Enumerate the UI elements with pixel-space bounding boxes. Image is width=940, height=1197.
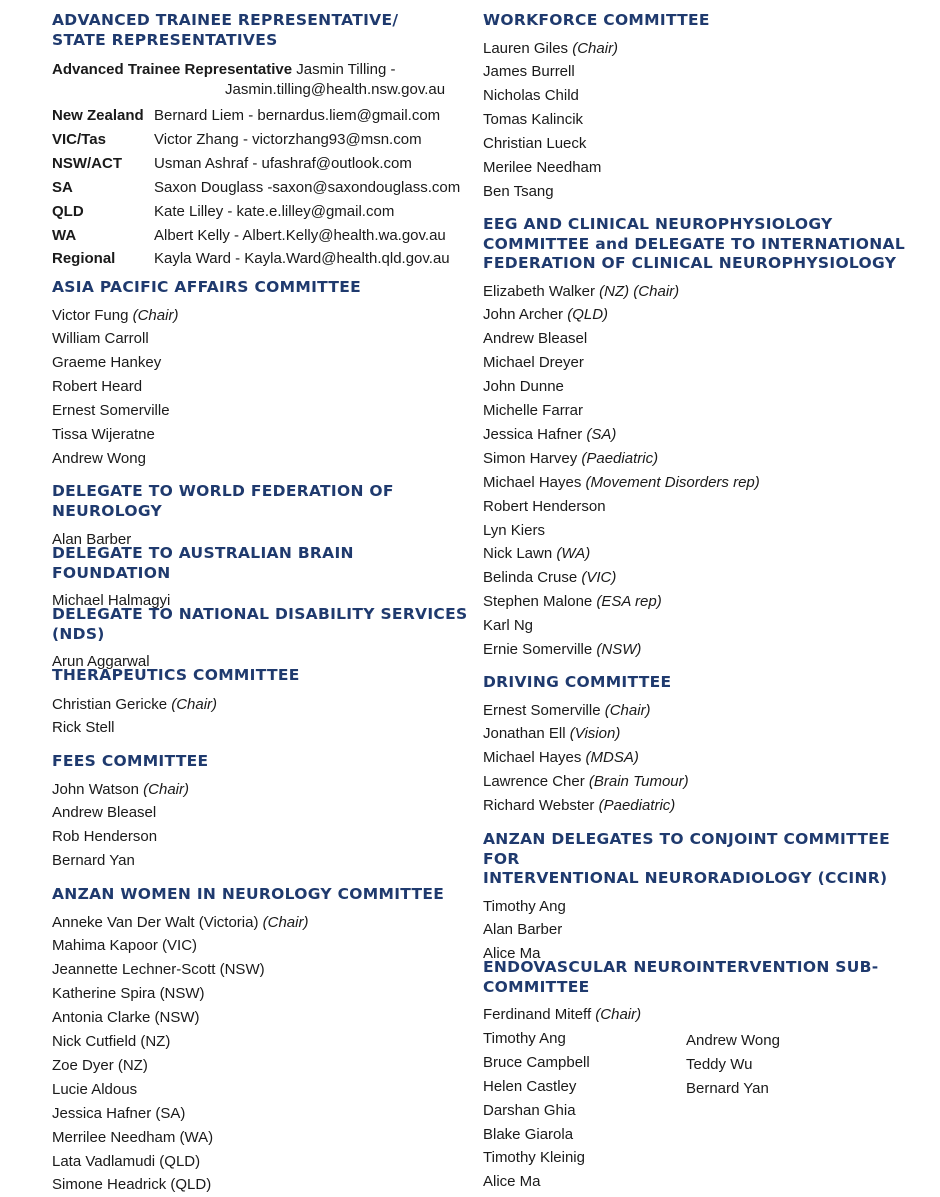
member-name: Nick Cutfield (NZ) — [52, 1033, 170, 1050]
member-name: Lucie Aldous — [52, 1081, 137, 1098]
state-label: Regional — [52, 247, 154, 271]
member-name: William Carroll — [52, 330, 149, 347]
trainee-state-reps-section — [52, 11, 472, 271]
member-role: (Chair) — [572, 40, 618, 57]
member-role: (Chair) — [143, 781, 189, 798]
state-rep-list — [52, 104, 472, 271]
member-name: Ernie Somerville — [483, 641, 596, 658]
member-name: John Archer — [483, 306, 567, 323]
member-role: (Chair) — [263, 914, 309, 931]
state-rep-row — [52, 224, 472, 248]
state-label: NSW/ACT — [52, 152, 154, 176]
member-item — [52, 934, 472, 958]
member-item — [483, 327, 923, 351]
member-item — [52, 304, 472, 328]
member-name: Helen Castley — [483, 1075, 686, 1099]
member-name: Alan Barber — [483, 921, 562, 938]
member-name: Robert Henderson — [483, 498, 606, 515]
state-rep-value: Usman Ashraf - ufashraf@outlook.com — [154, 152, 412, 176]
member-name: Timothy Ang — [483, 1027, 686, 1051]
state-rep-value: Saxon Douglass -saxon@saxondouglass.com — [154, 176, 460, 200]
member-name: Mahima Kapoor (VIC) — [52, 937, 197, 954]
member-item — [52, 911, 472, 935]
member-role: (NSW) — [596, 641, 641, 658]
member-role: (Brain Tumour) — [589, 773, 689, 790]
member-name: Zoe Dyer (NZ) — [52, 1057, 148, 1074]
member-name: Simone Headrick (QLD) — [52, 1176, 211, 1193]
section-title: ADVANCED TRAINEE REPRESENTATIVE/ STATE REPRESENTATIVES — [52, 11, 472, 50]
member-item — [52, 825, 472, 849]
member-item — [52, 447, 472, 471]
member-name: Simon Harvey — [483, 450, 581, 467]
member-name: Bruce Campbell — [483, 1051, 686, 1075]
member-role: (Chair) — [171, 696, 217, 713]
driving-section — [483, 673, 923, 818]
member-item — [483, 590, 923, 614]
section-title: THERAPEUTICS COMMITTEE — [52, 666, 472, 686]
member-list — [52, 778, 472, 874]
member-name: James Burrell — [483, 63, 575, 80]
member-name: Michael Hayes — [483, 749, 586, 766]
member-list — [483, 699, 923, 819]
member-role: (VIC) — [581, 569, 616, 586]
member-item — [52, 1150, 472, 1174]
member-name: Victor Fung — [52, 307, 133, 324]
member-list — [483, 280, 923, 663]
member-name: Ben Tsang — [483, 183, 554, 200]
member-name: Michael Dreyer — [483, 354, 584, 371]
member-item — [483, 638, 923, 662]
member-item — [483, 770, 923, 794]
member-name: Rick Stell — [52, 719, 115, 736]
member-item — [483, 351, 923, 375]
member-item — [483, 399, 923, 423]
section-title: FEES COMMITTEE — [52, 752, 472, 772]
member-name: Andrew Bleasel — [483, 330, 587, 347]
member-name: Nicholas Child — [483, 87, 579, 104]
member-item — [52, 399, 472, 423]
abf-delegate-section — [52, 544, 472, 613]
member-item — [52, 1030, 472, 1054]
member-name: Lauren Giles — [483, 40, 572, 57]
member-item — [483, 918, 923, 942]
member-name: Merilee Needham — [483, 159, 601, 176]
member-item — [483, 132, 923, 156]
member-name: Karl Ng — [483, 617, 533, 634]
member-role: (QLD) — [567, 306, 608, 323]
member-name: Richard Webster — [483, 797, 599, 814]
member-item — [52, 1054, 472, 1078]
state-label: New Zealand — [52, 104, 154, 128]
member-name: Michael Hayes — [483, 474, 586, 491]
member-item — [483, 423, 923, 447]
member-name: Anneke Van Der Walt (Victoria) — [52, 914, 263, 931]
advanced-trainee-rep: Advanced Trainee Representative Jasmin Tilling - Jasmin.tilling@health.nsw.gov.au — [52, 60, 472, 100]
member-item — [52, 1126, 472, 1150]
member-name: Timothy Kleinig — [483, 1146, 686, 1170]
member-item — [483, 84, 923, 108]
member-item — [483, 447, 923, 471]
member-name: Antonia Clarke (NSW) — [52, 1009, 200, 1026]
member-item — [483, 722, 923, 746]
member-item — [52, 375, 472, 399]
member-list — [483, 895, 923, 967]
member-item — [52, 801, 472, 825]
state-rep-row — [52, 104, 472, 128]
state-label: QLD — [52, 200, 154, 224]
section-title: ASIA PACIFIC AFFAIRS COMMITTEE — [52, 278, 472, 298]
member-item — [52, 351, 472, 375]
member-role: (Paediatric) — [599, 797, 676, 814]
member-item — [52, 778, 472, 802]
member-name: Ernest Somerville — [52, 402, 170, 419]
section-title: WORKFORCE COMMITTEE — [483, 11, 923, 31]
member-chair: Ferdinand Miteff (Chair) — [483, 1003, 923, 1027]
member-columns — [483, 1027, 923, 1194]
section-title: EEG AND CLINICAL NEUROPHYSIOLOGY COMMITTEE and DELEGATE TO INTERNATIONAL FEDERATION OF CLINICAL NEUROPHYSIOLOGY — [483, 215, 923, 274]
state-rep-row — [52, 200, 472, 224]
member-role: (NZ) (Chair) — [599, 283, 679, 300]
wfn-delegate-section — [52, 482, 472, 552]
member-name: Elizabeth Walker — [483, 283, 599, 300]
member-item — [483, 566, 923, 590]
member-item — [483, 542, 923, 566]
state-rep-value: Kate Lilley - kate.e.lilley@gmail.com — [154, 200, 394, 224]
member-item — [52, 693, 472, 717]
member-item — [52, 1173, 472, 1197]
member-role: (Chair) — [133, 307, 179, 324]
member-list — [52, 304, 472, 471]
member-name: Merrilee Needham (WA) — [52, 1129, 213, 1146]
section-title: DELEGATE TO NATIONAL DISABILITY SERVICES (NDS) — [52, 605, 472, 644]
member-role: (Movement Disorders rep) — [586, 474, 760, 491]
ccinr-section — [483, 830, 923, 966]
member-name: Jessica Hafner (SA) — [52, 1105, 185, 1122]
member-name: Robert Heard — [52, 378, 142, 395]
member-item — [483, 280, 923, 304]
member-name: Michelle Farrar — [483, 402, 583, 419]
member-name: Jeannette Lechner-Scott (NSW) — [52, 961, 265, 978]
member-role: (WA) — [556, 545, 590, 562]
state-rep-row — [52, 247, 472, 271]
member-name: Bernard Yan — [52, 852, 135, 869]
state-rep-value: Albert Kelly - Albert.Kelly@health.wa.gov.au — [154, 224, 446, 248]
member-name: Alice Ma — [483, 945, 541, 962]
asia-pacific-section — [52, 278, 472, 471]
eeg-section — [483, 215, 923, 662]
member-name: Lyn Kiers — [483, 522, 545, 539]
member-item — [52, 423, 472, 447]
section-title: ENDOVASCULAR NEUROINTERVENTION SUB- COMMITTEE — [483, 958, 923, 997]
member-list — [483, 1027, 686, 1194]
member-item — [52, 849, 472, 873]
member-item — [483, 746, 923, 770]
member-item — [483, 180, 923, 204]
member-name: Belinda Cruse — [483, 569, 581, 586]
member-item — [52, 1078, 472, 1102]
state-rep-row — [52, 152, 472, 176]
member-item — [52, 716, 472, 740]
member-role: (Vision) — [570, 725, 621, 742]
member-list — [52, 911, 472, 1197]
member-role: (SA) — [586, 426, 616, 443]
member-name: Arun Aggarwal — [52, 653, 150, 670]
women-in-neurology-section — [52, 885, 472, 1197]
member-name: Lawrence Cher — [483, 773, 589, 790]
therapeutics-section — [52, 666, 472, 740]
member-item — [52, 982, 472, 1006]
member-name: Teddy Wu — [686, 1053, 780, 1077]
member-name: Graeme Hankey — [52, 354, 161, 371]
member-item — [483, 895, 923, 919]
member-name: Bernard Yan — [686, 1077, 780, 1101]
member-name: Tomas Kalincik — [483, 111, 583, 128]
member-name: John Watson — [52, 781, 143, 798]
member-item — [483, 60, 923, 84]
member-role: (Chair) — [605, 702, 651, 719]
member-item — [483, 614, 923, 638]
member-name: Darshan Ghia — [483, 1099, 686, 1123]
member-name: Tissa Wijeratne — [52, 426, 155, 443]
member-item — [483, 699, 923, 723]
member-list — [483, 37, 923, 204]
member-name: Nick Lawn — [483, 545, 556, 562]
member-item — [483, 495, 923, 519]
member-list — [52, 693, 472, 741]
member-item — [483, 794, 923, 818]
member-item — [52, 1102, 472, 1126]
section-title: DELEGATE TO WORLD FEDERATION OF NEUROLOGY — [52, 482, 472, 521]
state-rep-value: Kayla Ward - Kayla.Ward@health.qld.gov.au — [154, 247, 450, 271]
member-name: John Dunne — [483, 378, 564, 395]
member-item — [483, 471, 923, 495]
member-role: (ESA rep) — [596, 593, 661, 610]
state-label: WA — [52, 224, 154, 248]
section-title: DRIVING COMMITTEE — [483, 673, 923, 693]
member-name: Lata Vadlamudi (QLD) — [52, 1153, 200, 1170]
member-list — [686, 1027, 780, 1194]
state-label: SA — [52, 176, 154, 200]
member-name: Ernest Somerville — [483, 702, 605, 719]
member-name: Michael Halmagyi — [52, 592, 170, 609]
member-item — [483, 519, 923, 543]
member-item — [483, 375, 923, 399]
member-name: Alice Ma — [483, 1170, 686, 1194]
member-item — [483, 303, 923, 327]
member-role: (MDSA) — [586, 749, 639, 766]
member-item — [483, 108, 923, 132]
fees-section — [52, 752, 472, 873]
member-item — [483, 156, 923, 180]
member-name: Andrew Wong — [686, 1029, 780, 1053]
member-item — [52, 958, 472, 982]
endovascular-section — [483, 958, 923, 1194]
state-rep-row — [52, 176, 472, 200]
member-name: Jonathan Ell — [483, 725, 570, 742]
member-name: Andrew Wong — [52, 450, 146, 467]
member-name: Christian Lueck — [483, 135, 586, 152]
state-rep-value: Bernard Liem - bernardus.liem@gmail.com — [154, 104, 440, 128]
member-name: Alan Barber — [52, 531, 131, 548]
member-name: Timothy Ang — [483, 898, 566, 915]
section-title: ANZAN WOMEN IN NEUROLOGY COMMITTEE — [52, 885, 472, 905]
nds-delegate-section — [52, 605, 472, 674]
member-name: Andrew Bleasel — [52, 804, 156, 821]
member-item — [52, 1006, 472, 1030]
member-name: Blake Giarola — [483, 1123, 686, 1147]
section-title: ANZAN DELEGATES TO CONJOINT COMMITTEE FOR INTERVENTIONAL NEURORADIOLOGY (CCINR) — [483, 830, 923, 889]
member-name: Rob Henderson — [52, 828, 157, 845]
section-title: DELEGATE TO AUSTRALIAN BRAIN FOUNDATION — [52, 544, 472, 583]
member-name: Jessica Hafner — [483, 426, 586, 443]
member-role: (Paediatric) — [581, 450, 658, 467]
state-rep-value: Victor Zhang - victorzhang93@msn.com — [154, 128, 422, 152]
state-label: VIC/Tas — [52, 128, 154, 152]
state-rep-row — [52, 128, 472, 152]
member-item — [52, 327, 472, 351]
member-name: Katherine Spira (NSW) — [52, 985, 205, 1002]
member-name: Christian Gericke — [52, 696, 171, 713]
workforce-section — [483, 11, 923, 204]
member-item — [483, 37, 923, 61]
member-name: Stephen Malone — [483, 593, 596, 610]
